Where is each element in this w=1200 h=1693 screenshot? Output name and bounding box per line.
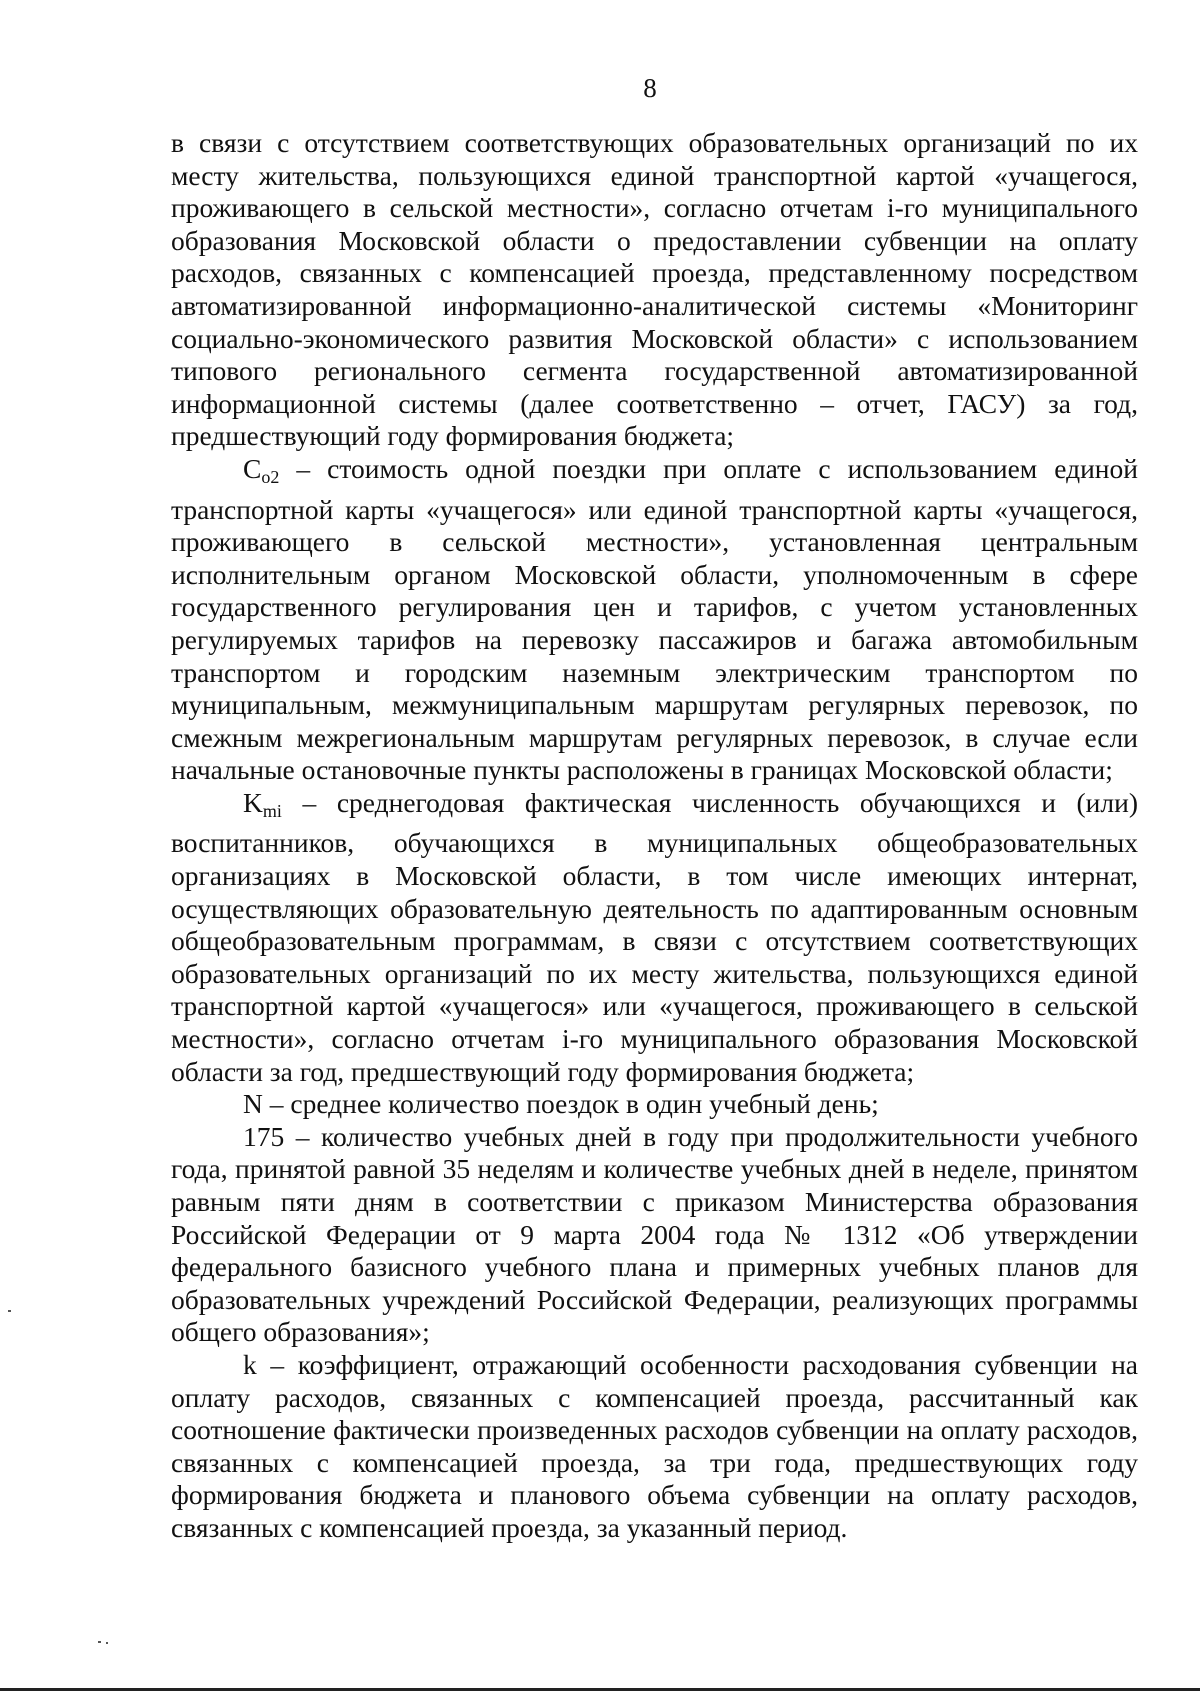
paragraph-kmi-definition [171,787,1138,1088]
paragraph-k-definition: k – коэффициент, отражающий особенности расходования субвенции на оплату расходов, связанных с компенсацией проезда, рассчитанный как соотношение фактически произведенных расходов субвенции на оплату расходов, связанных с компенсацией проезда, за три года, предшествующих году формирования бюджета и планового объема субвенции на оплату расходов, связанных с компенсацией проезда, за указанный период. [171,1348,1138,1543]
variable-subscript: mi [262,800,282,821]
page-number: 8 [643,73,657,103]
paragraph-n-definition: N – среднее количество поездок в один учебный день; [243,1088,879,1120]
paragraph-175-definition: 175 – количество учебных дней в году при продолжительности учебного года, принятой равной 35 неделям и количестве учебных дней в неделе, принятом равным пяти дням в соответствии с приказом Министерства образования Российской Федерации от 9 марта 2004 года № 1312 «Об утверждении федерального базисного учебного плана и примерных учебных планов для образовательных учреждений Российской Федерации, реализующих программы общего образования»; [171,1120,1138,1348]
variable-symbol: C [243,452,262,484]
definition-text: – стоимость одной поездки при оплате с использованием единой транспортной карты «учащегося» или единой транспортной карты «учащегося, проживающего в сельской местности», установленная центральным исполнительным органом Московской области, уполномоченным в сфере государственного регулирования цен и тарифов, с учетом установленных регулируемых тарифов на перевозку пассажиров и багажа автомобильным транспортом и городским наземным электрическим транспортом по муниципальным, межмуниципальным маршрутам регулярных перевозок, по смежным межрегиональным маршрутам регулярных перевозок, в случае если начальные остановочные пункты расположены в границах Московской области; [171,452,1138,786]
scan-speck [106,1642,108,1644]
paragraph-co2-definition [171,453,1138,787]
variable-subscript: o2 [261,466,280,487]
definition-text: – среднегодовая фактическая численность обучающихся и (или) воспитанников, обучающихся в муниципальных общеобразовательных организациях в Московской области, в том числе имеющих интернат, осуществляющих образовательную деятельность по адаптированным основным общеобразовательным программам, в связи с отсутствием соответствующих образовательных организаций по их месту жительства, пользующихся единой транспортной картой «учащегося» или «учащегося, проживающего в сельской местности», согласно отчетам i-го муниципального образования Московской области за год, предшествующий году формирования бюджета; [171,786,1138,1087]
paragraph-continuation: в связи с отсутствием соответствующих образовательных организаций по их месту жительства, пользующихся единой транспортной картой «учащегося, проживающего в сельской местности», согласно отчетам i-го муниципального образования Московской области о предоставлении субвенции на оплату расходов, связанных с компенсацией проезда, представленному посредством автоматизированной информационно-аналитической системы «Мониторинг социально-экономического развития Московской области» с использованием типового регионального сегмента государственной автоматизированной информационной системы (далее соответственно – отчет, ГАСУ) за год, предшествующий году формирования бюджета; [171,127,1138,452]
document-body [171,127,1138,1545]
scan-speck [8,1310,11,1312]
variable-symbol: K [243,786,263,818]
scan-bottom-edge [0,1688,1200,1691]
scan-speck [98,1641,101,1643]
